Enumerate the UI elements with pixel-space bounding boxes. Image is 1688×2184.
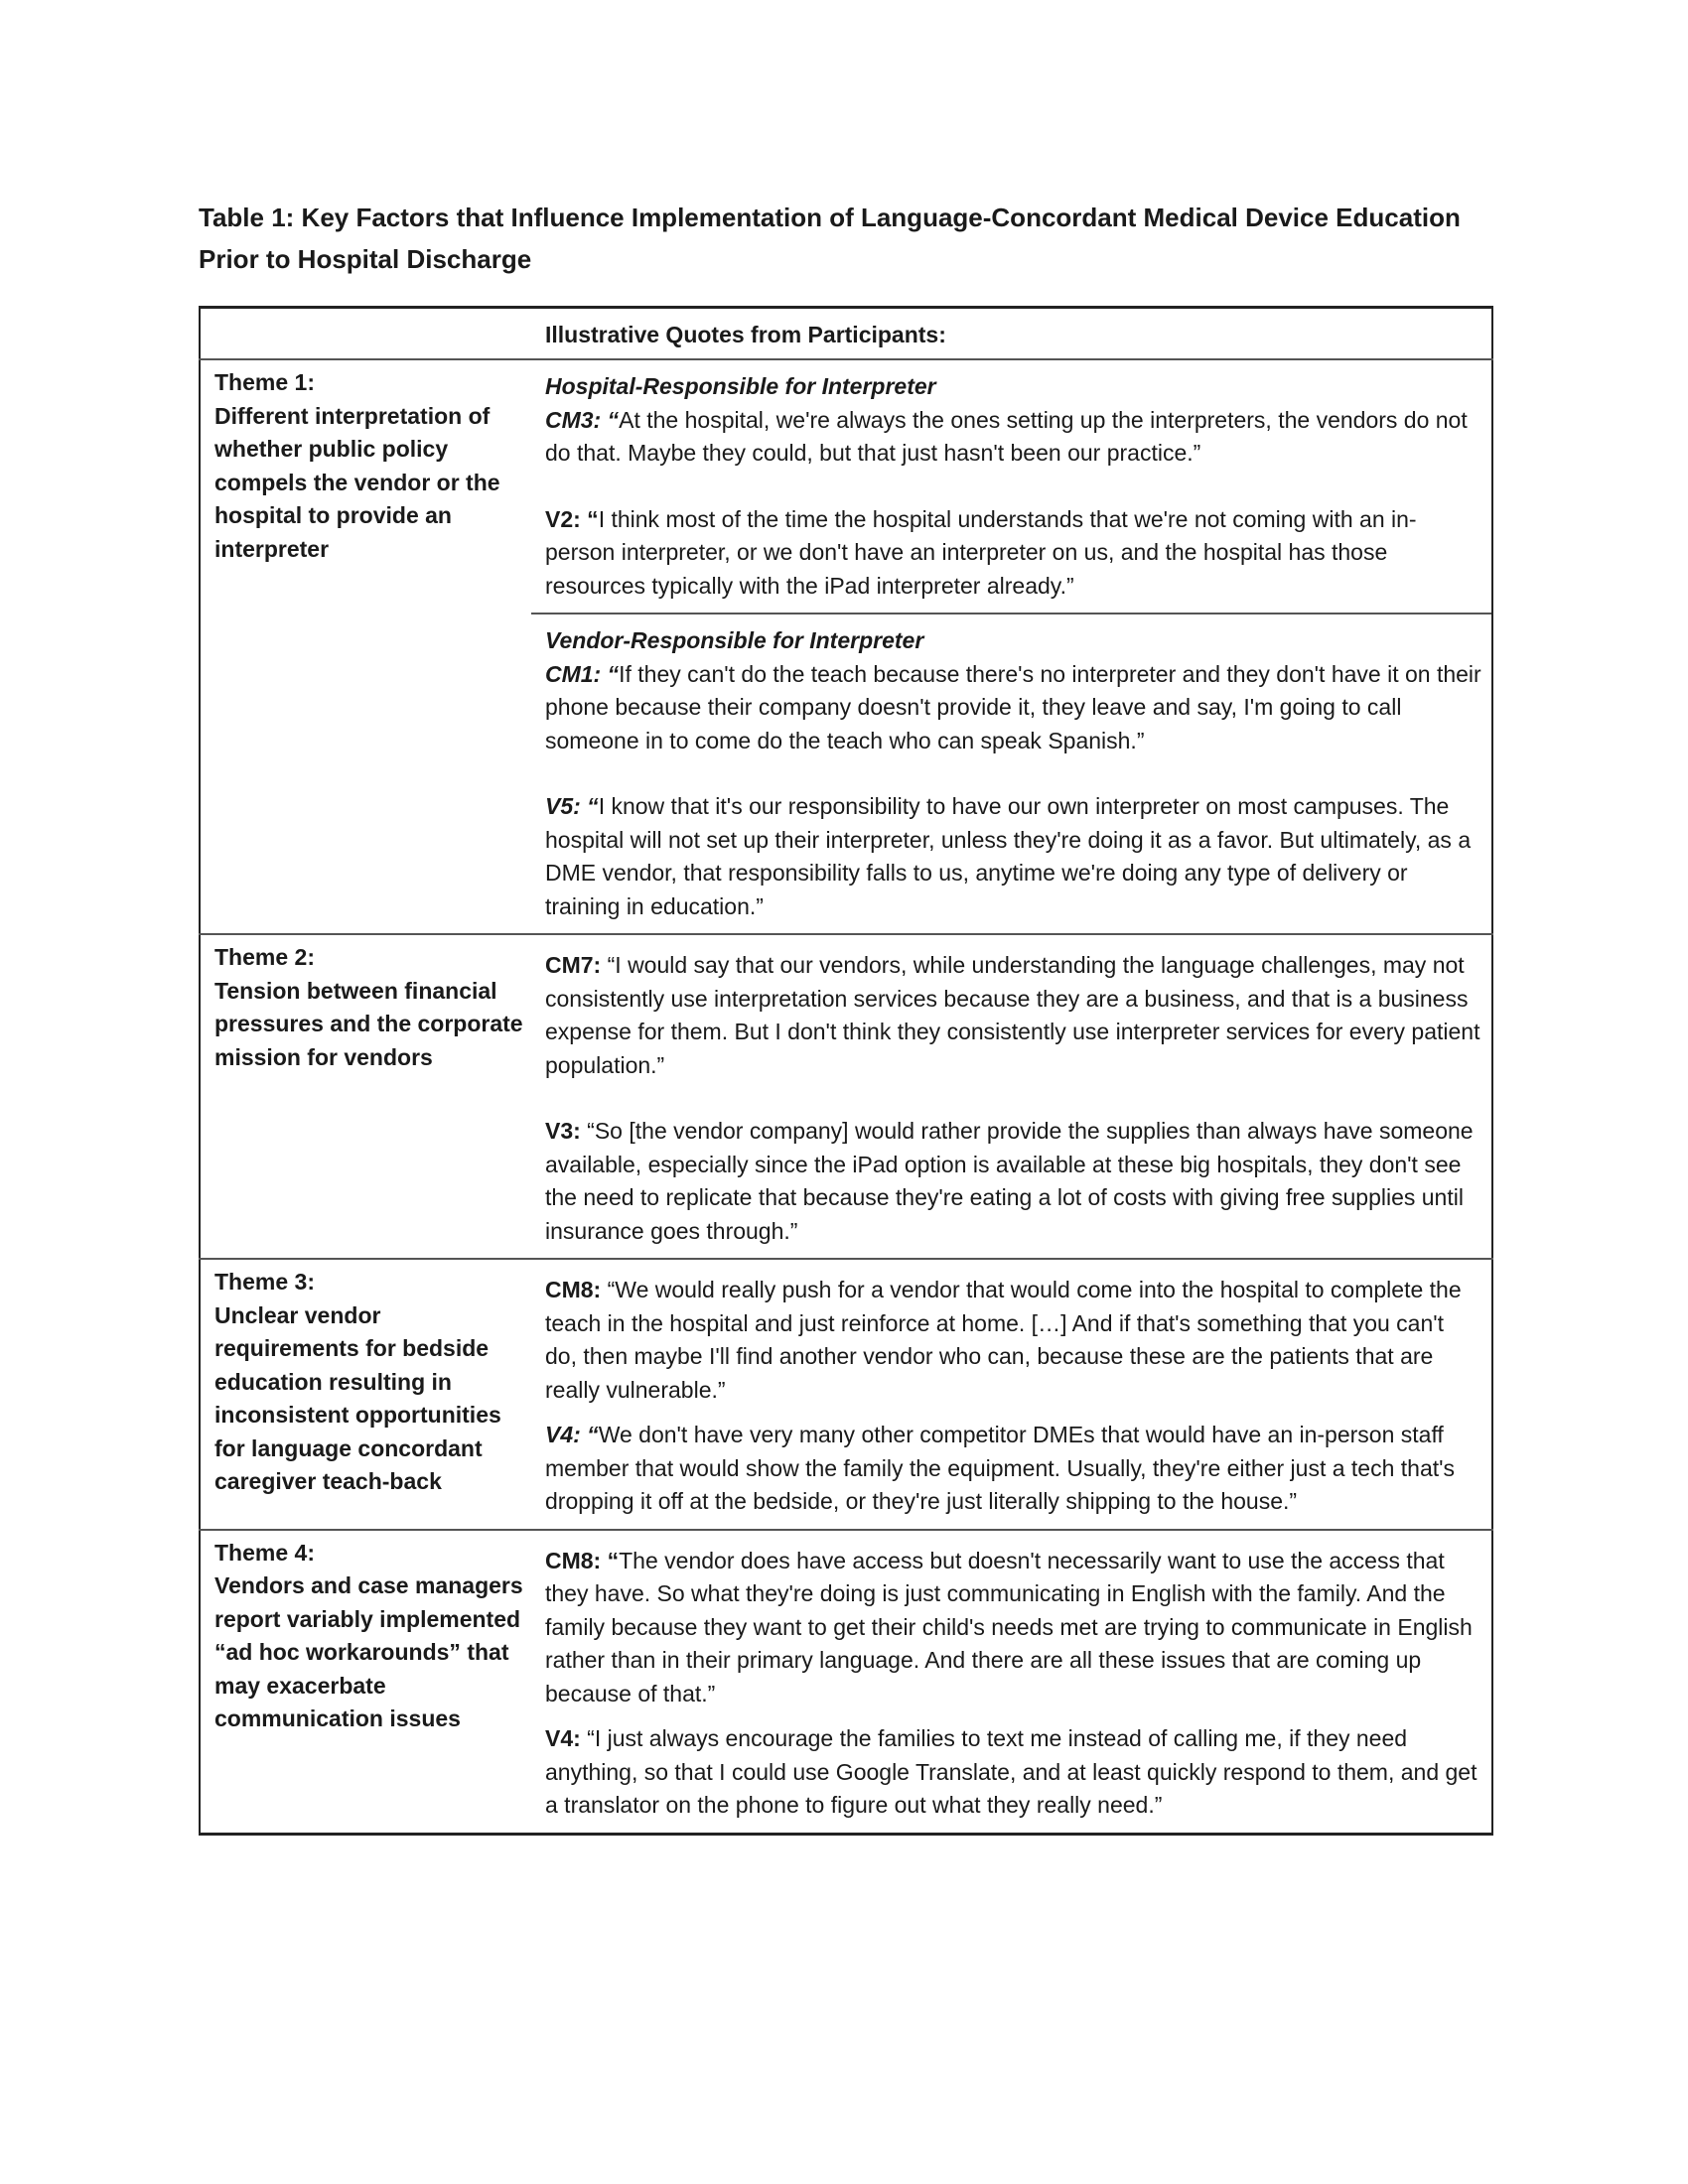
theme-cell <box>200 359 531 934</box>
quote-text: “So [the vendor company] would rather provide the supplies than always have someone available, especially since the iPad option is available at these big hospitals, they don't see the need to replicate that because they're eating a lot of costs with giving free supplies until insurance goes through.” <box>545 1118 1474 1244</box>
quote-speaker: V2: “ <box>545 505 599 532</box>
table-header-row <box>200 308 1492 360</box>
quote-text: “I would say that our vendors, while understanding the language challenges, may not consistently use interpretation services because they are a business, and that is a business expense for them. But I don't think they consistently use interpreter services for every patient population.” <box>545 952 1480 1078</box>
theme-name: Vendors and case managers report variably implemented “ad hoc workarounds” that may exacerbate communication issues <box>214 1572 523 1731</box>
quote-group-heading: Vendor-Responsible for Interpreter <box>545 627 924 653</box>
quote-group <box>531 613 1491 933</box>
header-quotes-cell <box>531 308 1492 360</box>
quote <box>545 1419 1481 1519</box>
quote-group-heading: Hospital-Responsible for Interpreter <box>545 373 936 399</box>
quote-group <box>531 1260 1491 1529</box>
quote-text: “We would really push for a vendor that would come into the hospital to complete the teach in the hospital and just reinforce at home. […] And if that's something that you can't do, then maybe I'll find another vendor who can, because these are the patients that are really vulnerable.” <box>545 1277 1462 1403</box>
table-title: Table 1: Key Factors that Influence Implementation of Language-Concordant Medical Device Education Prior to Hospital Discharge <box>199 203 1461 274</box>
quote-text: If they can't do the teach because there's no interpreter and they don't have it on their phone because their company doesn't provide it, they leave and say, I'm going to call someone in to come do the teach who can speak Spanish.” <box>545 660 1481 753</box>
quotes-cell <box>531 359 1492 934</box>
quote-text: I think most of the time the hospital understands that we're not coming with an in-person interpreter, or we don't have an interpreter on us, and the hospital has those resources typically with the iPad interpreter already.” <box>545 505 1417 599</box>
quote <box>545 503 1481 604</box>
quote-speaker: CM1: “ <box>545 660 620 687</box>
theme-cell <box>200 1259 531 1530</box>
quote <box>545 1722 1481 1823</box>
quote-speaker: V4: <box>545 1725 581 1751</box>
quote-text: I know that it's our responsibility to have our own interpreter on most campuses. The hospital will not set up their interpreter, unless they're doing it as a favor. But ultimately, as a DME vendor, that responsibility falls to us, anytime we're doing any type of delivery or training in education.” <box>545 793 1472 919</box>
quote-group <box>531 1531 1491 1833</box>
quote-text: The vendor does have access but doesn't necessarily want to use the access that they have. So what they're doing is just communicating in English with the family. And the family because they want to get their child's needs met are trying to communicate in English rather than in their primary language. And there are all these issues that are coming up because of that.” <box>545 1547 1473 1706</box>
quote-text: “I just always encourage the families to text me instead of calling me, if they need anything, so that I could use Google Translate, and at least quickly respond to them, and get a translator on the phone to figure out what they really need.” <box>545 1725 1477 1818</box>
quote <box>545 1115 1481 1248</box>
theme-cell <box>200 1530 531 1835</box>
quote-speaker: CM7: <box>545 952 602 978</box>
theme-cell <box>200 934 531 1259</box>
quotes-cell <box>531 1530 1492 1835</box>
quote-text: At the hospital, we're always the ones setting up the interpreters, the vendors do not do that. Maybe they could, but that just hasn't been our practice.” <box>545 406 1468 466</box>
themes-table <box>199 306 1493 1836</box>
quote-speaker: CM8: “ <box>545 1547 620 1573</box>
header-empty-cell <box>200 308 531 360</box>
quotes-cell <box>531 934 1492 1259</box>
theme-name: Different interpretation of whether public policy compels the vendor or the hospital to provide an interpreter <box>214 402 500 562</box>
theme-label: Theme 4: <box>214 1539 315 1566</box>
theme-label: Theme 2: <box>214 944 315 970</box>
quote <box>545 404 1481 471</box>
quote <box>545 658 1481 758</box>
quotes-column-header: Illustrative Quotes from Participants: <box>545 322 946 347</box>
quote <box>545 949 1481 1082</box>
theme-row <box>200 1259 1492 1530</box>
quote-group <box>531 935 1491 1258</box>
quote-speaker: V5: “ <box>545 793 599 819</box>
theme-row <box>200 934 1492 1259</box>
theme-row <box>200 1530 1492 1835</box>
quote-speaker: CM3: “ <box>545 406 620 433</box>
theme-name: Unclear vendor requirements for bedside education resulting in inconsistent opportunities for language concordant caregiver teach-back <box>214 1301 501 1494</box>
quote-speaker: CM8: <box>545 1277 602 1302</box>
quotes-cell <box>531 1259 1492 1530</box>
theme-label: Theme 1: <box>214 369 315 395</box>
quote-text: We don't have very many other competitor DMEs that would have an in-person staff member that would show the family the equipment. Usually, they're either just a tech that's dropping it off at the bedside, or they're just literally shipping to the house.” <box>545 1422 1456 1514</box>
theme-label: Theme 3: <box>214 1269 315 1295</box>
quote <box>545 1274 1481 1407</box>
quote-speaker: V4: “ <box>545 1422 599 1447</box>
quote <box>545 1545 1481 1711</box>
theme-name: Tension between financial pressures and the corporate mission for vendors <box>214 977 523 1070</box>
theme-row <box>200 359 1492 934</box>
quote-group <box>531 360 1491 613</box>
quote <box>545 790 1481 923</box>
quote-speaker: V3: <box>545 1118 581 1144</box>
